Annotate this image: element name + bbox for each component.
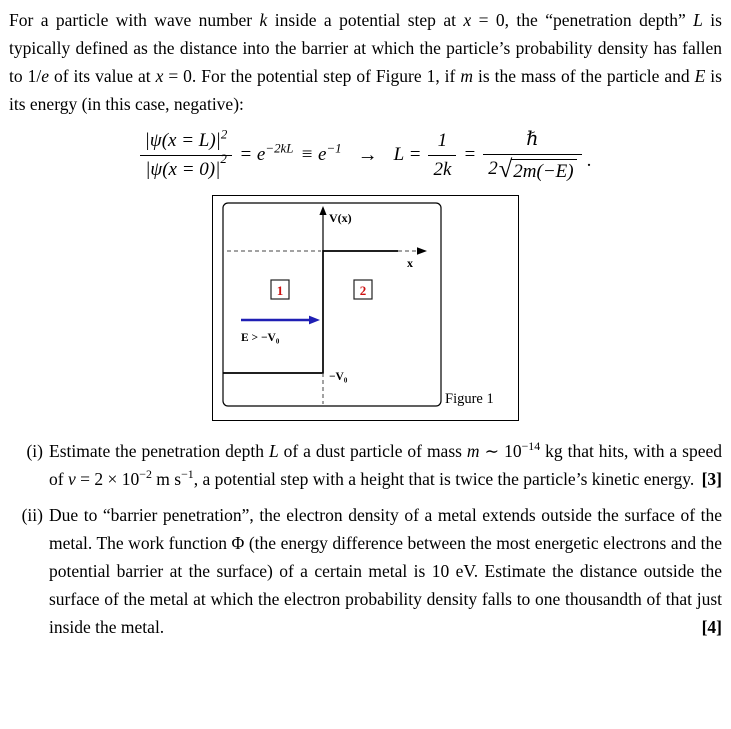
equals-sign: = [463,144,477,166]
equivalent-term: ≡ $e^{-1}$ [300,141,342,166]
fraction-denominator: |ψ(x = 0)| 2 [140,155,232,182]
equation-period: . [586,150,592,172]
L-equals: L = [393,144,422,166]
minus-v0-label: −V₀ [329,370,348,383]
question-item-i [9,437,722,493]
region-1-label: 1 [276,282,284,298]
x-axis-label: x [407,255,413,270]
v-axis-label: V(x) [329,210,352,225]
x-axis-arrowhead-icon [417,247,427,255]
region-2-label: 2 [359,282,367,298]
fraction-denominator: 2k [428,155,456,182]
item-mark-badge: [4] [701,616,722,637]
momentum-arrowhead-icon [309,315,320,324]
hbar-fraction [483,128,581,183]
fraction-numerator: ℏ [526,129,539,150]
potential-step-diagram [213,196,518,420]
item-label: (i) [26,440,43,461]
fraction-numerator: 1 [437,130,448,151]
figure-caption: Figure 1 [445,390,494,407]
question-item-ii [9,501,722,641]
definition-equation [9,128,722,183]
item-mark-badge: [3] [701,468,722,489]
potential-step-line [223,251,398,373]
item-runs: Estimate the penetration depth L of a dust particle of mass m ∼ $10^{-14}$ kg that hits, with a speed of $v = 2 \times 10^{-2}$ m $s^{-1}$, a potential step with a height that is twice the particle’s kinetic energy. [49,438,722,489]
one-over-2k-fraction [428,129,456,182]
item-label: (ii) [21,504,43,525]
exponential-term: = $e^{-2kL}$ [239,141,294,166]
item-text [49,437,722,493]
lhs-probability-ratio-fraction [140,126,233,182]
fraction-denominator: 2 √ 2m(−E) [483,154,581,183]
item-runs: Due to “barrier penetration”, the electron density of a metal extends outside the surface of the metal. The work function Φ (the energy difference between the most energetic electrons and the potential barrier at the surface) of a certain metal is 10 eV. Estimate the distance outside the surface of the metal at which the electron probability density falls to one thousandth of that just inside the metal. [49,504,722,637]
implies-arrow-icon: → [357,143,378,166]
item-text [49,501,722,641]
energy-condition-label: E > −V₀ [241,331,280,344]
fraction-numerator: $|\psi(x = L)|^2$ [144,126,228,151]
question-list [9,437,722,641]
radical-sign: √ [498,155,513,183]
v-axis-arrowhead-icon [319,206,326,215]
figure-1 [212,195,519,421]
problem-statement: For a particle with wave number k inside a potential step at x = 0, the “penetration depth” L is typically defined as the distance into the barrier at which the particle’s probability density has fallen to 1/e of its value at x = 0. For the potential step of Figure 1, if m is the mass of the particle and E is its energy (in this case, negative): [9,10,722,114]
